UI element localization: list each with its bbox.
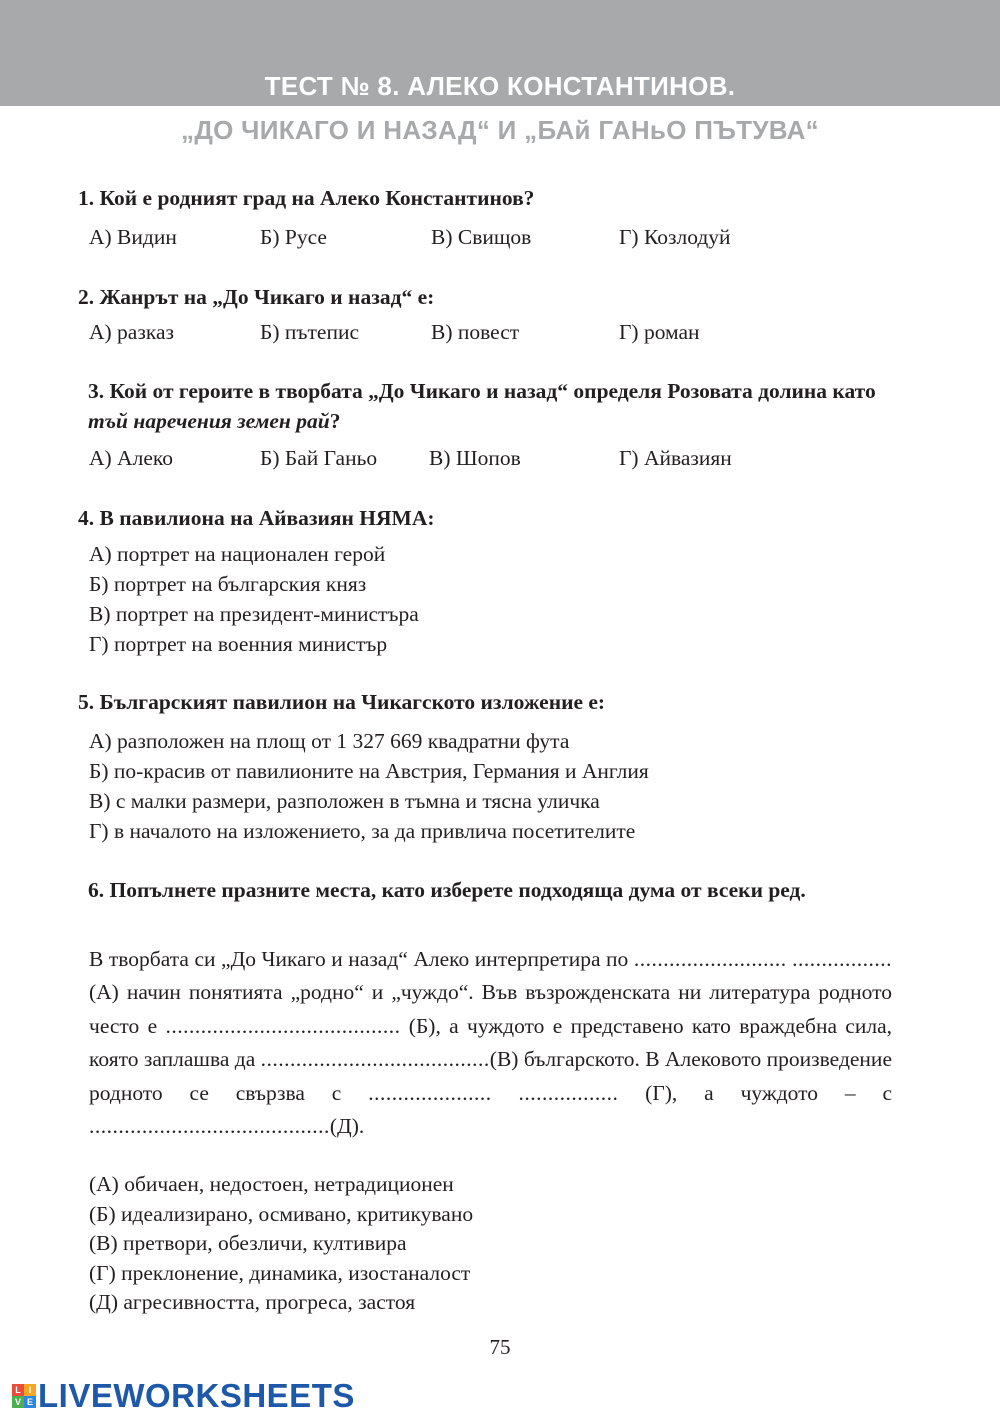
option-d[interactable]: Г) роман [619,320,700,344]
option-a[interactable]: А) портрет на национален герой [89,542,386,566]
page-subtitle: „ДО ЧИКАГО И НАЗАД“ И „БАй ГАНьО ПЪТУВА“ [181,115,819,145]
option-c[interactable]: В) Свищов [431,225,532,249]
blank-e[interactable]: ......................................... [89,1114,330,1139]
choice-row-e: (Д) агресивността, прогреса, застоя [89,1290,416,1314]
question-5: 5. Българският павилион на Чикагското изложение е: [78,690,606,714]
blank-a[interactable]: .......................... [633,947,787,971]
option-c[interactable]: В) повест [431,320,520,344]
choice-row-a: (А) обичаен, недостоен, нетрадиционен [89,1172,454,1196]
option-d[interactable]: Г) в началото на изложението, за да привлича посетителите [89,819,636,843]
blank-a-cont[interactable]: ................. [792,947,892,971]
liveworksheets-logo[interactable] [12,1379,355,1413]
question-4-options [89,539,419,659]
blank-d[interactable]: ..................... [368,1080,492,1105]
option-b[interactable]: Б) Бай Ганьо [260,446,378,470]
question-6: 6. Попълнете празните места, като изберете подходяща дума от всеки ред. [88,878,806,902]
logo-text: LIVEWORKSHEETS [38,1377,355,1414]
option-a[interactable]: А) Видин [89,225,177,249]
option-b[interactable]: Б) по-красив от павилионите на Австрия, Германия и Англия [89,759,649,783]
blank-b[interactable]: ........................................ [165,1013,401,1038]
question-2: 2. Жанрът на „До Чикаго и назад“ е: [78,285,435,309]
option-c[interactable]: В) Шопов [429,446,521,470]
option-a[interactable]: А) разказ [89,320,175,344]
option-c[interactable]: В) портрет на президент-министъра [89,602,419,626]
question-1: 1. Кой е родният град на Алеко Константинов? [78,186,535,210]
quoted-phrase: тъй наречения земен рай [88,409,330,433]
option-c[interactable]: В) с малки размери, разположен в тъмна и тясна уличка [89,789,600,813]
word-choices [89,1170,473,1318]
option-d[interactable]: Г) Козлодуй [619,225,731,249]
question-3: 3. Кой от героите в творбата „До Чикаго и назад“ определя Розовата долина като тъй наречения земен рай? [88,379,876,433]
option-d[interactable]: Г) Айвазиян [619,446,732,470]
question-5-options [89,726,649,846]
choice-row-b: (Б) идеализирано, осмивано, критикувано [89,1201,474,1226]
logo-mark-icon: L I V E [12,1384,36,1408]
option-d[interactable]: Г) портрет на военния министър [89,632,388,656]
choice-row-c: (В) претвори, обезличи, култивира [89,1231,407,1255]
fill-in-paragraph: В творбата си „До Чикаго и назад“ Алеко интерпретира по .......................... ................. (А) начин понятията „родно“ и „чуждо“. Във възрожденската ни литература родното често е ........................................ (Б), а чуждото е представено като враждебна сила, която заплашва да .......................................(В) българското. В Алековото произведение родното се свързва с ..................... ................. (Г), а чуждото – с .........................................(Д). [89,947,893,1139]
option-a[interactable]: А) разположен на площ от 1 327 669 квадратни фута [89,729,570,753]
option-b[interactable]: Б) портрет на българския княз [89,572,367,596]
choice-row-d: (Г) преклонение, динамика, изостаналост [89,1260,471,1285]
option-b[interactable]: Б) Русе [260,225,327,249]
question-4: 4. В павилиона на Айвазиян НЯМА: [78,506,435,530]
page-title: ТЕСТ № 8. АЛЕКО КОНСТАНТИНОВ. [264,71,736,101]
option-b[interactable]: Б) пътепис [260,320,359,344]
option-a[interactable]: А) Алеко [89,446,173,470]
page-number: 75 [489,1335,511,1359]
blank-d-cont[interactable]: ................. [518,1080,619,1105]
blank-c[interactable]: ....................................... [260,1047,490,1072]
